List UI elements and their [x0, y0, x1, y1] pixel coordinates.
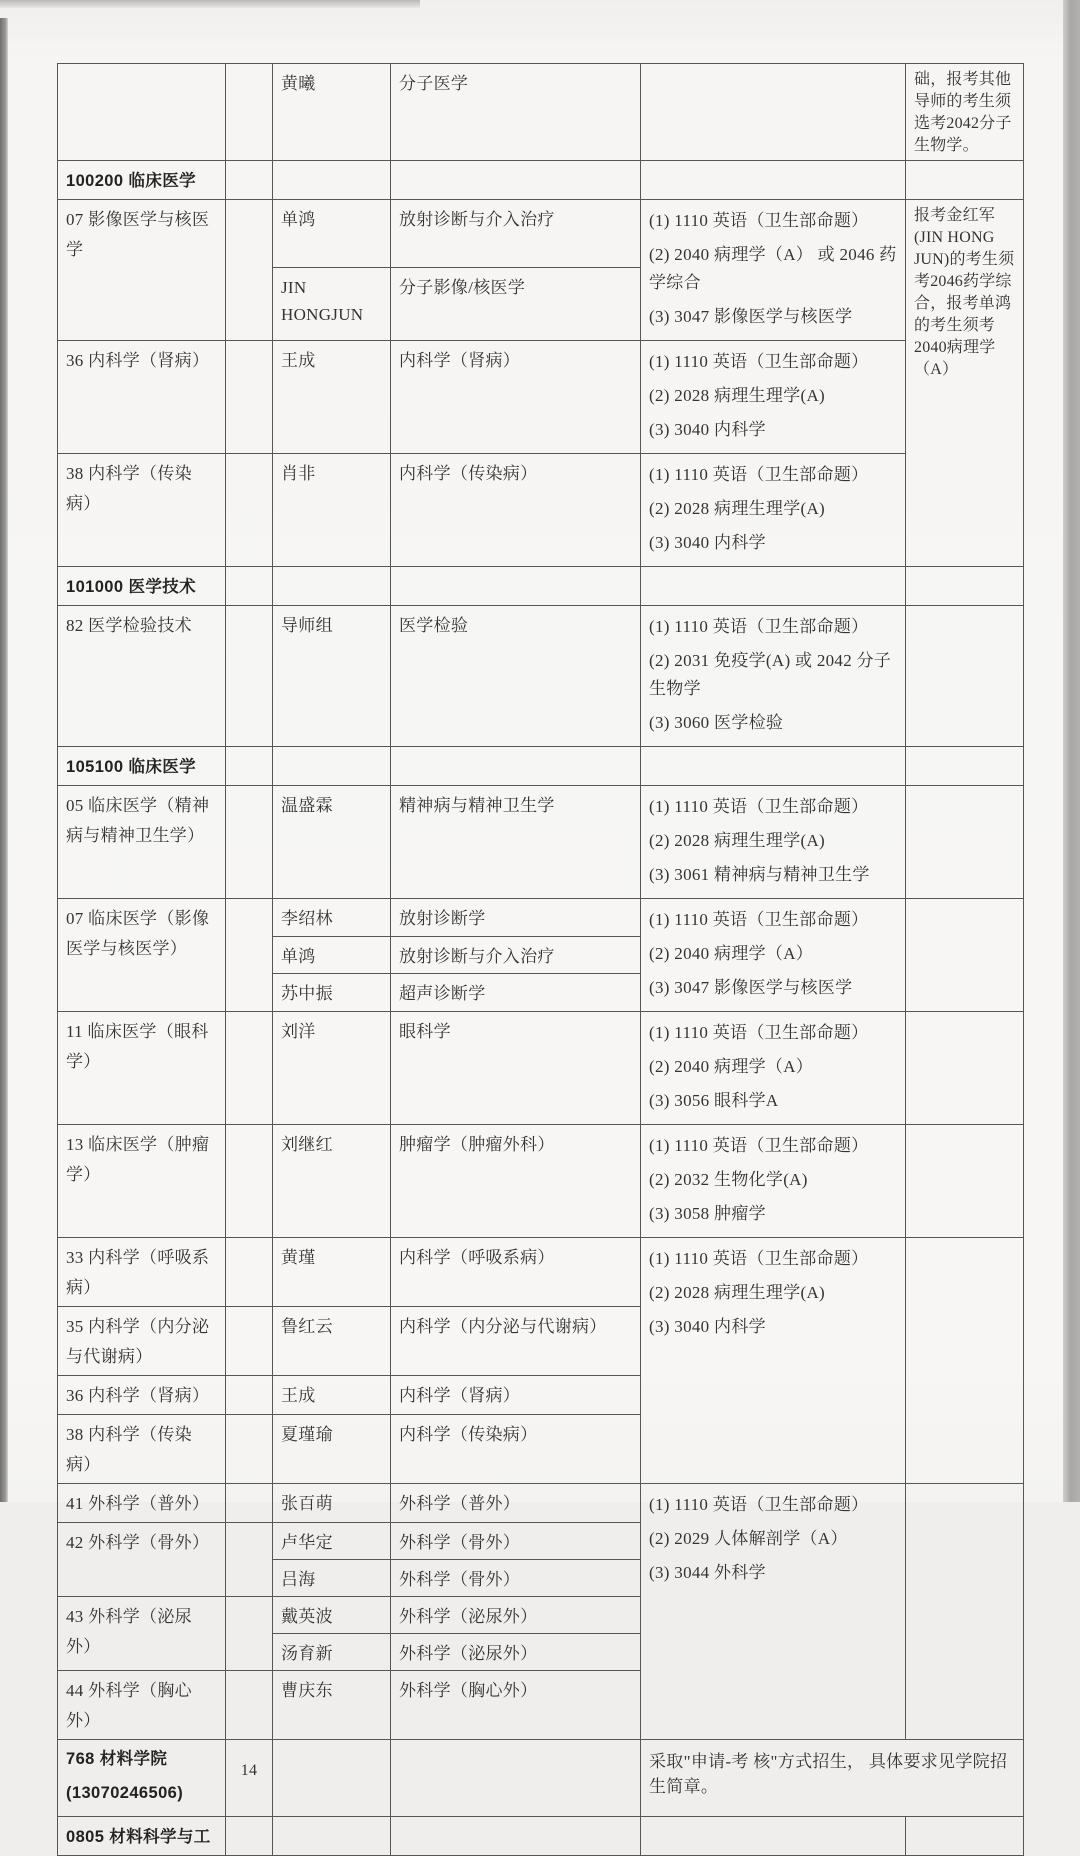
cell-exams-r3 — [641, 200, 906, 341]
cell-direction-r16: 内科学（呼吸系病） — [391, 1238, 641, 1307]
exams-line: (2) 2029 人体解剖学（A） — [649, 1529, 848, 1548]
exams-line: (3) 3047 影像医学与核医学 — [649, 978, 853, 997]
cell-direction-r19: 内科学（传染病） — [391, 1415, 641, 1484]
cell-program-r8: 82 医学检验技术 — [58, 606, 226, 747]
cell-exams-r6 — [641, 454, 906, 567]
cell-advisor-r22: 吕海 — [273, 1560, 391, 1597]
cell-advisor-r19: 夏瑾瑜 — [273, 1415, 391, 1484]
table-row — [58, 747, 1024, 786]
scan-right-edge-shadow — [1063, 0, 1080, 1502]
table-row — [58, 1484, 1024, 1523]
cell-program-r25: 44 外科学（胸心外） — [58, 1671, 226, 1740]
cell-exams-r14 — [641, 1012, 906, 1125]
cell-program-r11: 07 临床医学（影像医学与核医学） — [58, 899, 226, 1012]
cell-notes-r8 — [906, 606, 1024, 747]
cell-advisor-r12: 单鸿 — [273, 936, 391, 974]
cell-program-r9: 105100 临床医学 — [58, 747, 226, 786]
cell-direction-r20: 外科学（普外） — [391, 1484, 641, 1523]
cell-quota-r16 — [226, 1238, 273, 1307]
cell-program-r26 — [58, 1740, 226, 1817]
cell-quota-r2 — [226, 161, 273, 200]
scan-top-edge-shadow — [0, 0, 420, 8]
cell-exams-r11 — [641, 899, 906, 1012]
exams-line: (1) 1110 英语（卫生部命题） — [649, 617, 869, 636]
cell-program-r16: 33 内科学（呼吸系病） — [58, 1238, 226, 1307]
cell-exams-r16 — [641, 1238, 906, 1484]
table-row — [58, 786, 1024, 899]
cell-advisor-r3: 单鸿 — [273, 200, 391, 268]
cell-advisor-r10: 温盛霖 — [273, 786, 391, 899]
cell-quota-r26: 14 — [226, 1740, 273, 1817]
program-line: (13070246506) — [66, 1784, 184, 1802]
cell-advisor-r2 — [273, 161, 391, 200]
cell-quota-r7 — [226, 567, 273, 606]
cell-direction-r24: 外科学（泌尿外） — [391, 1634, 641, 1671]
exams-line: (3) 3061 精神病与精神卫生学 — [649, 865, 870, 884]
cell-notes-r3: 报考金红军 (JIN HONG JUN)的考生须考2046药学综合，报考单鸿的考生须考2040病理学（A） — [906, 200, 1024, 567]
cell-direction-r4: 分子影像/核医学 — [391, 268, 641, 341]
cell-quota-r8 — [226, 606, 273, 747]
cell-advisor-r16: 黄瑾 — [273, 1238, 391, 1307]
cell-program-r6: 38 内科学（传染病） — [58, 454, 226, 567]
exams-line: (2) 2031 免疫学(A) 或 2042 分子生物学 — [649, 651, 892, 698]
cell-notes-r14 — [906, 1012, 1024, 1125]
cell-advisor-r9 — [273, 747, 391, 786]
cell-advisor-r1: 黄曦 — [273, 64, 391, 161]
exams-line: (3) 3060 医学检验 — [649, 713, 784, 732]
cell-exams-r5 — [641, 341, 906, 454]
table-row — [58, 64, 1024, 161]
exams-line: (1) 1110 英语（卫生部命题） — [649, 1023, 869, 1042]
exams-line: (2) 2040 病理学（A） 或 2046 药学综合 — [649, 245, 897, 292]
exams-line: (3) 3044 外科学 — [649, 1563, 766, 1582]
exams-line: (1) 1110 英语（卫生部命题） — [649, 1495, 869, 1514]
cell-direction-r7 — [391, 567, 641, 606]
cell-direction-r22: 外科学（骨外） — [391, 1560, 641, 1597]
cell-notes-r7 — [906, 567, 1024, 606]
exams-line: (3) 3040 内科学 — [649, 1317, 766, 1336]
table-row — [58, 1817, 1024, 1856]
exams-line: (2) 2028 病理生理学(A) — [649, 386, 826, 405]
cell-advisor-r11: 李绍林 — [273, 899, 391, 937]
cell-direction-r23: 外科学（泌尿外） — [391, 1597, 641, 1634]
cell-advisor-r26 — [273, 1740, 391, 1817]
cell-exams-r26: 采取"申请-考 核"方式招生， 具体要求见学院招生简章。 — [641, 1740, 1024, 1817]
cell-direction-r14: 眼科学 — [391, 1012, 641, 1125]
cell-advisor-r4: JIN HONGJUN — [273, 268, 391, 341]
cell-program-r19: 38 内科学（传染病） — [58, 1415, 226, 1484]
cell-direction-r3: 放射诊断与介入治疗 — [391, 200, 641, 268]
cell-direction-r18: 内科学（肾病） — [391, 1376, 641, 1415]
table-row — [58, 341, 1024, 454]
cell-direction-r15: 肿瘤学（肿瘤外科） — [391, 1125, 641, 1238]
exams-line: (2) 2028 病理生理学(A) — [649, 1283, 826, 1302]
cell-exams-r10 — [641, 786, 906, 899]
exams-line: (3) 3058 肿瘤学 — [649, 1204, 766, 1223]
cell-direction-r26 — [391, 1740, 641, 1817]
exams-line: (1) 1110 英语（卫生部命题） — [649, 211, 869, 230]
cell-advisor-r6: 肖非 — [273, 454, 391, 567]
cell-exams-r7 — [641, 567, 906, 606]
cell-direction-r17: 内科学（内分泌与代谢病） — [391, 1307, 641, 1376]
cell-notes-r11 — [906, 899, 1024, 1012]
exams-line: (2) 2040 病理学（A） — [649, 944, 814, 963]
cell-advisor-r24: 汤育新 — [273, 1634, 391, 1671]
cell-direction-r13: 超声诊断学 — [391, 974, 641, 1012]
cell-quota-r11 — [226, 899, 273, 1012]
cell-notes-r15 — [906, 1125, 1024, 1238]
cell-notes-r16 — [906, 1238, 1024, 1484]
cell-program-r27: 0805 材料科学与工 — [58, 1817, 226, 1856]
cell-notes-r20 — [906, 1484, 1024, 1740]
table-row — [58, 1012, 1024, 1125]
scan-left-edge-shadow — [0, 18, 8, 1502]
cell-exams-r15 — [641, 1125, 906, 1238]
cell-exams-r27 — [641, 1817, 906, 1856]
cell-exams-r9 — [641, 747, 906, 786]
table-row — [58, 606, 1024, 747]
cell-advisor-r21: 卢华定 — [273, 1523, 391, 1560]
cell-quota-r5 — [226, 341, 273, 454]
cell-notes-r1: 础，报考其他导师的考生须选考2042分子生物学。 — [906, 64, 1024, 161]
exams-line: (2) 2040 病理学（A） — [649, 1057, 814, 1076]
exams-line: (3) 3040 内科学 — [649, 533, 766, 552]
cell-direction-r25: 外科学（胸心外） — [391, 1671, 641, 1740]
cell-direction-r6: 内科学（传染病） — [391, 454, 641, 567]
cell-direction-r12: 放射诊断与介入治疗 — [391, 936, 641, 974]
cell-quota-r6 — [226, 454, 273, 567]
cell-advisor-r25: 曹庆东 — [273, 1671, 391, 1740]
cell-quota-r10 — [226, 786, 273, 899]
exams-line: (2) 2028 病理生理学(A) — [649, 499, 826, 518]
cell-advisor-r23: 戴英波 — [273, 1597, 391, 1634]
cell-program-r20: 41 外科学（普外） — [58, 1484, 226, 1523]
cell-quota-r19 — [226, 1415, 273, 1484]
cell-advisor-r8: 导师组 — [273, 606, 391, 747]
cell-advisor-r17: 鲁红云 — [273, 1307, 391, 1376]
admissions-table — [57, 63, 1024, 1856]
cell-quota-r20 — [226, 1484, 273, 1523]
cell-quota-r27 — [226, 1817, 273, 1856]
table-row — [58, 1238, 1024, 1307]
exams-line: (1) 1110 英语（卫生部命题） — [649, 1249, 869, 1268]
cell-program-r2: 100200 临床医学 — [58, 161, 226, 200]
exams-line: (1) 1110 英语（卫生部命题） — [649, 910, 869, 929]
cell-advisor-r7 — [273, 567, 391, 606]
cell-program-r1 — [58, 64, 226, 161]
cell-notes-r10 — [906, 786, 1024, 899]
cell-advisor-r5: 王成 — [273, 341, 391, 454]
cell-direction-r11: 放射诊断学 — [391, 899, 641, 937]
exams-line: (2) 2028 病理生理学(A) — [649, 831, 826, 850]
cell-exams-r20 — [641, 1484, 906, 1740]
table-row — [58, 161, 1024, 200]
cell-quota-r23 — [226, 1597, 273, 1671]
cell-program-r15: 13 临床医学（肿瘤学） — [58, 1125, 226, 1238]
exams-line: (2) 2032 生物化学(A) — [649, 1170, 808, 1189]
cell-exams-r8 — [641, 606, 906, 747]
cell-program-r23: 43 外科学（泌尿外） — [58, 1597, 226, 1671]
table-row — [58, 454, 1024, 567]
exams-line: (3) 3056 眼科学A — [649, 1091, 779, 1110]
cell-quota-r18 — [226, 1376, 273, 1415]
cell-program-r17: 35 内科学（内分泌与代谢病） — [58, 1307, 226, 1376]
program-line: 768 材料学院 — [66, 1750, 168, 1768]
exams-line: (1) 1110 英语（卫生部命题） — [649, 465, 869, 484]
cell-quota-r3 — [226, 200, 273, 341]
cell-program-r3: 07 影像医学与核医学 — [58, 200, 226, 341]
cell-advisor-r15: 刘继红 — [273, 1125, 391, 1238]
cell-quota-r14 — [226, 1012, 273, 1125]
cell-advisor-r20: 张百萌 — [273, 1484, 391, 1523]
cell-direction-r2 — [391, 161, 641, 200]
cell-program-r7: 101000 医学技术 — [58, 567, 226, 606]
cell-quota-r17 — [226, 1307, 273, 1376]
cell-exams-r1 — [641, 64, 906, 161]
cell-direction-r8: 医学检验 — [391, 606, 641, 747]
cell-program-r5: 36 内科学（肾病） — [58, 341, 226, 454]
cell-quota-r21 — [226, 1523, 273, 1597]
cell-exams-r2 — [641, 161, 906, 200]
exams-line: (1) 1110 英语（卫生部命题） — [649, 797, 869, 816]
table-row — [58, 200, 1024, 268]
cell-direction-r5: 内科学（肾病） — [391, 341, 641, 454]
cell-program-r14: 11 临床医学（眼科学） — [58, 1012, 226, 1125]
cell-advisor-r14: 刘洋 — [273, 1012, 391, 1125]
cell-program-r18: 36 内科学（肾病） — [58, 1376, 226, 1415]
cell-quota-r9 — [226, 747, 273, 786]
cell-quota-r25 — [226, 1671, 273, 1740]
table-row — [58, 567, 1024, 606]
exams-line: (3) 3040 内科学 — [649, 420, 766, 439]
cell-advisor-r27 — [273, 1817, 391, 1856]
cell-direction-r27 — [391, 1817, 641, 1856]
cell-program-r21: 42 外科学（骨外） — [58, 1523, 226, 1597]
cell-notes-r27 — [906, 1817, 1024, 1856]
cell-advisor-r18: 王成 — [273, 1376, 391, 1415]
table-row — [58, 899, 1024, 937]
cell-notes-r2 — [906, 161, 1024, 200]
exams-line: (1) 1110 英语（卫生部命题） — [649, 352, 869, 371]
cell-advisor-r13: 苏中振 — [273, 974, 391, 1012]
cell-direction-r9 — [391, 747, 641, 786]
table-row — [58, 1125, 1024, 1238]
cell-quota-r1 — [226, 64, 273, 161]
cell-direction-r21: 外科学（骨外） — [391, 1523, 641, 1560]
exams-line: (1) 1110 英语（卫生部命题） — [649, 1136, 869, 1155]
cell-direction-r10: 精神病与精神卫生学 — [391, 786, 641, 899]
cell-direction-r1: 分子医学 — [391, 64, 641, 161]
cell-quota-r15 — [226, 1125, 273, 1238]
cell-program-r10: 05 临床医学（精神病与精神卫生学） — [58, 786, 226, 899]
exams-line: (3) 3047 影像医学与核医学 — [649, 307, 853, 326]
table-row — [58, 1740, 1024, 1817]
admissions-table-body — [58, 64, 1024, 1856]
cell-notes-r9 — [906, 747, 1024, 786]
